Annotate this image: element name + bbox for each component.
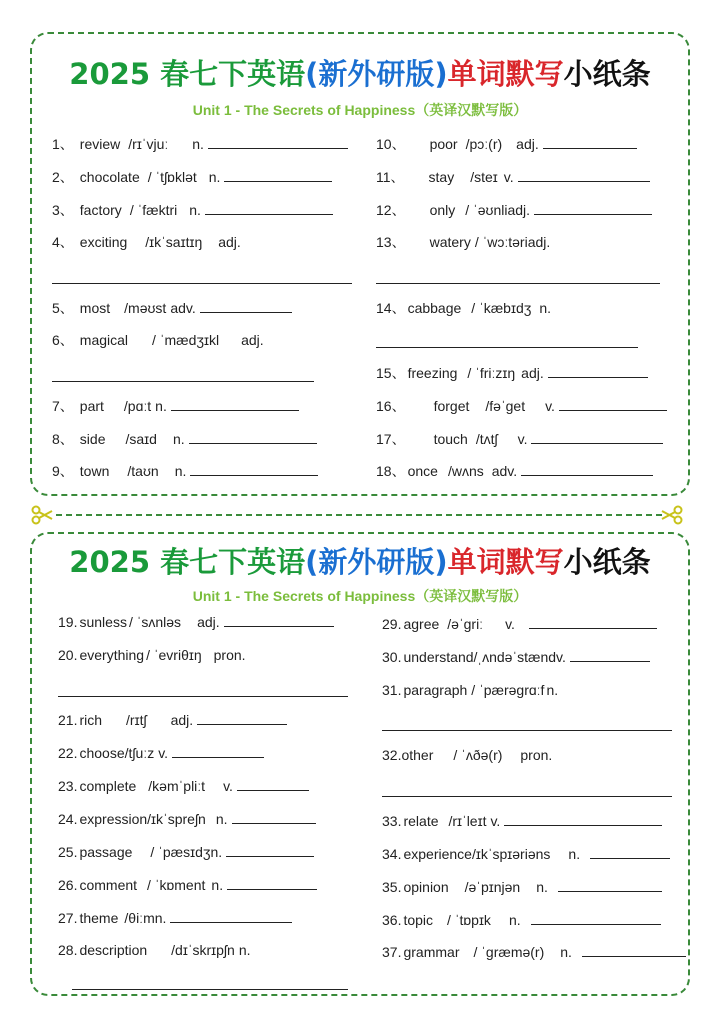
phonetic: /pɑːt xyxy=(123,398,152,414)
phonetic: /əˈpɪnjən xyxy=(464,879,521,895)
part-of-speech: adj. xyxy=(241,332,264,348)
item-number: 4、 xyxy=(52,234,74,250)
answer-blank[interactable] xyxy=(590,844,670,859)
vocab-item xyxy=(382,680,558,700)
item-number: 5、 xyxy=(52,300,74,316)
vocab-word: agree xyxy=(403,616,440,632)
vocab-word: most xyxy=(79,300,111,316)
answer-line[interactable] xyxy=(52,381,314,382)
phonetic: /rɪˈleɪt xyxy=(448,813,487,829)
phonetic: /tʃuːz xyxy=(124,745,155,761)
answer-blank[interactable] xyxy=(232,809,316,824)
vocab-word: everything xyxy=(79,647,145,663)
scissors-icon xyxy=(660,503,684,527)
part-of-speech: n. xyxy=(154,910,167,926)
answer-blank[interactable] xyxy=(200,298,292,313)
phonetic: / ˈpærəgrɑːf xyxy=(471,682,545,698)
vocab-item xyxy=(376,167,650,187)
vocab-item xyxy=(382,942,686,962)
vocab-item xyxy=(58,743,264,763)
part-of-speech: n. xyxy=(208,169,221,185)
part-of-speech: v. xyxy=(517,431,528,447)
answer-blank[interactable] xyxy=(529,614,657,629)
phonetic: /ɪkˈspreʃn xyxy=(147,811,206,827)
item-number: 34. xyxy=(382,846,402,862)
item-number: 30. xyxy=(382,649,402,665)
title-version: (新外研版) xyxy=(305,545,448,579)
vocab-word: exciting xyxy=(79,234,128,250)
item-number: 25. xyxy=(58,844,78,860)
phonetic: / ˈgræmə(r) xyxy=(473,944,545,960)
worksheet-title xyxy=(32,52,688,93)
vocab-item xyxy=(52,200,333,220)
title-version: (新外研版) xyxy=(305,57,448,91)
phonetic: / ˈkæbɪdʒ xyxy=(471,300,532,316)
vocab-word: part xyxy=(79,398,104,414)
vocab-word: side xyxy=(79,431,106,447)
vocab-item xyxy=(52,429,317,449)
phonetic: /kəmˈpliːt xyxy=(148,778,206,794)
vocab-word: choose xyxy=(79,745,125,761)
answer-blank[interactable] xyxy=(531,429,663,444)
vocab-word: opinion xyxy=(403,879,449,895)
item-number: 21. xyxy=(58,712,78,728)
phonetic: / ˈpæsɪdʒ xyxy=(150,844,211,860)
answer-blank[interactable] xyxy=(224,612,334,627)
vocab-item xyxy=(58,940,251,960)
worksheet-title xyxy=(32,540,688,581)
answer-blank[interactable] xyxy=(171,396,299,411)
part-of-speech: v. xyxy=(556,649,566,665)
vocab-item xyxy=(376,134,637,154)
phonetic: /ɪkˈspɪəriəns xyxy=(471,846,551,862)
cut-line xyxy=(56,514,662,516)
answer-blank[interactable] xyxy=(190,461,318,476)
part-of-speech: n. xyxy=(174,463,187,479)
part-of-speech: n. xyxy=(536,879,548,895)
part-of-speech: adj. xyxy=(218,234,241,250)
answer-blank[interactable] xyxy=(197,710,287,725)
vocab-item xyxy=(52,461,318,481)
item-number: 32. xyxy=(382,747,402,763)
answer-blank[interactable] xyxy=(559,396,667,411)
item-number: 19. xyxy=(58,614,78,630)
part-of-speech: n. xyxy=(211,877,224,893)
phonetic: / ˈwɔːtəri xyxy=(474,234,528,250)
vocab-word: grammar xyxy=(403,944,460,960)
vocab-item xyxy=(52,298,292,318)
answer-blank[interactable] xyxy=(208,134,348,149)
item-number: 17、 xyxy=(376,431,406,447)
item-number: 2、 xyxy=(52,169,74,185)
vocab-word: other xyxy=(401,747,434,763)
answer-blank[interactable] xyxy=(543,134,637,149)
vocab-word: magical xyxy=(79,332,129,348)
item-number: 29. xyxy=(382,616,402,632)
item-number: 7、 xyxy=(52,398,74,414)
vocab-item xyxy=(58,842,314,862)
phonetic: / ˈʌðə(r) xyxy=(453,747,503,763)
scissors-icon xyxy=(30,503,54,527)
vocab-word: freezing xyxy=(407,365,458,381)
vocab-item xyxy=(382,647,650,667)
phonetic: / ˈkɒment xyxy=(147,877,206,893)
answer-blank[interactable] xyxy=(518,167,650,182)
item-number: 27. xyxy=(58,910,78,926)
vocab-word: experience xyxy=(403,846,472,862)
vocab-word: review xyxy=(79,136,121,152)
vocab-item xyxy=(382,910,661,930)
vocab-word: passage xyxy=(79,844,133,860)
vocab-word: paragraph xyxy=(403,682,468,698)
phonetic: / ˈsʌnləs xyxy=(128,614,182,630)
answer-blank[interactable] xyxy=(226,842,314,857)
vocab-item xyxy=(376,232,550,252)
part-of-speech: n. xyxy=(192,136,204,152)
phonetic: /saɪd xyxy=(125,431,157,447)
vocab-word: once xyxy=(407,463,438,479)
part-of-speech: adj. xyxy=(516,136,539,152)
vocab-word: forget xyxy=(433,398,470,414)
title-part3: 小纸条 xyxy=(563,57,651,91)
phonetic: /pɔː(r) xyxy=(465,136,503,152)
part-of-speech: pron. xyxy=(520,747,553,763)
vocab-word: theme xyxy=(79,910,119,926)
phonetic: /əˈgriː xyxy=(447,616,484,632)
answer-line[interactable] xyxy=(382,730,672,731)
phonetic: /steɪ xyxy=(470,169,498,185)
item-number: 8、 xyxy=(52,431,74,447)
answer-blank[interactable] xyxy=(189,429,317,444)
vocab-word: chocolate xyxy=(79,169,140,185)
vocab-word: stay xyxy=(428,169,455,185)
phonetic: /rɪˈvjuː xyxy=(128,136,169,152)
vocab-word: rich xyxy=(79,712,103,728)
vocab-word: touch xyxy=(433,431,468,447)
answer-blank[interactable] xyxy=(170,908,292,923)
part-of-speech: adv. xyxy=(491,463,518,479)
vocab-word: topic xyxy=(403,912,434,928)
vocab-word: sunless xyxy=(79,614,127,630)
answer-line[interactable] xyxy=(52,283,352,284)
answer-blank[interactable] xyxy=(172,743,264,758)
answer-blank[interactable] xyxy=(224,167,332,182)
item-number: 9、 xyxy=(52,463,74,479)
answer-blank[interactable] xyxy=(531,910,661,925)
vocab-word: complete xyxy=(79,778,137,794)
item-number: 23. xyxy=(58,778,78,794)
part-of-speech: n. xyxy=(210,844,223,860)
vocab-item xyxy=(376,200,652,220)
vocab-item xyxy=(58,776,309,796)
vocab-item xyxy=(52,330,264,350)
phonetic: /tʌtʃ xyxy=(475,431,498,447)
vocab-item xyxy=(58,875,317,895)
vocab-item xyxy=(58,612,334,632)
answer-blank[interactable] xyxy=(205,200,333,215)
vocab-word: only xyxy=(429,202,456,218)
phonetic: /θiːm xyxy=(124,910,155,926)
item-number: 14、 xyxy=(376,300,406,316)
answer-blank[interactable] xyxy=(582,942,686,957)
title-part1: 春七下英语 xyxy=(160,57,306,91)
vocab-item xyxy=(58,908,292,928)
answer-blank[interactable] xyxy=(534,200,652,215)
answer-blank[interactable] xyxy=(227,875,317,890)
answer-blank[interactable] xyxy=(504,811,662,826)
vocab-item xyxy=(52,396,299,416)
part-of-speech: n. xyxy=(560,944,572,960)
part-of-speech: v. xyxy=(545,398,555,414)
item-number: 10、 xyxy=(376,136,406,152)
part-of-speech: adv. xyxy=(170,300,196,316)
vocab-word: factory xyxy=(79,202,122,218)
answer-blank[interactable] xyxy=(237,776,309,791)
answer-blank[interactable] xyxy=(570,647,650,662)
vocab-item xyxy=(52,134,348,154)
answer-line[interactable] xyxy=(376,283,660,284)
worksheet-card-1 xyxy=(30,32,690,496)
item-number: 15、 xyxy=(376,365,406,381)
vocab-word: watery xyxy=(429,234,471,250)
vocab-word: cabbage xyxy=(407,300,462,316)
title-part2: 单词默写 xyxy=(447,57,564,91)
phonetic: / ˈtɒpɪk xyxy=(447,912,491,928)
item-number: 18、 xyxy=(376,463,406,479)
item-number: 22. xyxy=(58,745,78,761)
item-number: 24. xyxy=(58,811,78,827)
vocab-item xyxy=(376,298,551,318)
item-number: 37. xyxy=(382,944,402,960)
phonetic: /dɪˈskrɪpʃn xyxy=(171,942,235,958)
vocab-word: poor xyxy=(429,136,458,152)
part-of-speech: v. xyxy=(490,813,501,829)
vocab-item xyxy=(382,844,670,864)
part-of-speech: adj. xyxy=(170,712,194,728)
item-number: 1、 xyxy=(52,136,74,152)
item-number: 16、 xyxy=(376,398,406,414)
phonetic: /taʊn xyxy=(127,463,159,479)
part-of-speech: n. xyxy=(546,682,559,698)
phonetic: / ˈmædʒɪkl xyxy=(152,332,220,348)
item-number: 35. xyxy=(382,879,402,895)
vocab-word: relate xyxy=(403,813,439,829)
vocab-item xyxy=(376,363,648,383)
item-number: 31. xyxy=(382,682,402,698)
answer-line[interactable] xyxy=(72,989,348,990)
title-year: 2025 xyxy=(69,57,151,91)
answer-blank[interactable] xyxy=(558,877,662,892)
part-of-speech: v. xyxy=(505,616,515,632)
item-number: 36. xyxy=(382,912,402,928)
title-year: 2025 xyxy=(69,545,151,579)
vocab-item xyxy=(52,232,241,252)
worksheet-subtitle: Unit 1 - The Secrets of Happiness（英译汉默写版） xyxy=(192,588,528,604)
part-of-speech: adj. xyxy=(507,202,531,218)
item-number: 6、 xyxy=(52,332,74,348)
part-of-speech: n. xyxy=(172,431,185,447)
answer-line[interactable] xyxy=(376,347,638,348)
phonetic: / ˈfæktri xyxy=(129,202,178,218)
phonetic: / ˈtʃɒklət xyxy=(147,169,197,185)
title-part2: 单词默写 xyxy=(447,545,564,579)
vocab-item xyxy=(382,811,662,831)
phonetic: / ˈevriθɪŋ xyxy=(146,647,202,663)
vocab-word: understand xyxy=(403,649,474,665)
part-of-speech: v. xyxy=(158,745,169,761)
item-number: 3、 xyxy=(52,202,74,218)
part-of-speech: adj. xyxy=(197,614,220,630)
item-number: 11、 xyxy=(376,169,405,185)
vocab-item xyxy=(58,710,287,730)
phonetic: /rɪtʃ xyxy=(126,712,147,728)
vocab-item xyxy=(376,461,653,481)
phonetic: /wʌns xyxy=(447,463,484,479)
vocab-word: description xyxy=(79,942,148,958)
part-of-speech: n. xyxy=(539,300,552,316)
phonetic: /ɪkˈsaɪtɪŋ xyxy=(145,234,203,250)
vocab-item xyxy=(382,745,552,765)
vocab-item xyxy=(382,877,662,897)
part-of-speech: n. xyxy=(189,202,201,218)
part-of-speech: adj. xyxy=(527,234,551,250)
answer-line[interactable] xyxy=(382,796,672,797)
phonetic: /ˌʌndəˈstænd xyxy=(473,649,557,665)
vocab-item xyxy=(58,645,246,665)
part-of-speech: n. xyxy=(215,811,228,827)
answer-blank[interactable] xyxy=(521,461,653,476)
part-of-speech: n. xyxy=(238,942,251,958)
phonetic: /fəˈget xyxy=(485,398,526,414)
part-of-speech: n. xyxy=(508,912,521,928)
title-part3: 小纸条 xyxy=(563,545,651,579)
phonetic: / ˈəʊnli xyxy=(465,202,508,218)
answer-blank[interactable] xyxy=(548,363,648,378)
item-number: 33. xyxy=(382,813,402,829)
item-number: 12、 xyxy=(376,202,406,218)
worksheet-subtitle: Unit 1 - The Secrets of Happiness（英译汉默写版） xyxy=(192,102,528,118)
item-number: 13、 xyxy=(376,234,406,250)
phonetic: /məʊst xyxy=(124,300,167,316)
vocab-item xyxy=(376,396,667,416)
part-of-speech: n. xyxy=(568,846,581,862)
part-of-speech: adj. xyxy=(521,365,544,381)
worksheet-card-2 xyxy=(30,532,690,996)
item-number: 20. xyxy=(58,647,78,663)
vocab-item xyxy=(52,167,332,187)
vocab-word: expression xyxy=(79,811,148,827)
part-of-speech: pron. xyxy=(213,647,246,663)
vocab-item xyxy=(376,429,663,449)
vocab-item xyxy=(58,809,316,829)
answer-line[interactable] xyxy=(58,696,348,697)
phonetic: / ˈfriːzɪŋ xyxy=(467,365,516,381)
part-of-speech: n. xyxy=(155,398,167,414)
vocab-word: town xyxy=(79,463,110,479)
vocab-word: comment xyxy=(79,877,138,893)
part-of-speech: v. xyxy=(223,778,233,794)
title-part1: 春七下英语 xyxy=(160,545,306,579)
item-number: 28. xyxy=(58,942,78,958)
item-number: 26. xyxy=(58,877,78,893)
vocab-item xyxy=(382,614,657,634)
part-of-speech: v. xyxy=(503,169,514,185)
